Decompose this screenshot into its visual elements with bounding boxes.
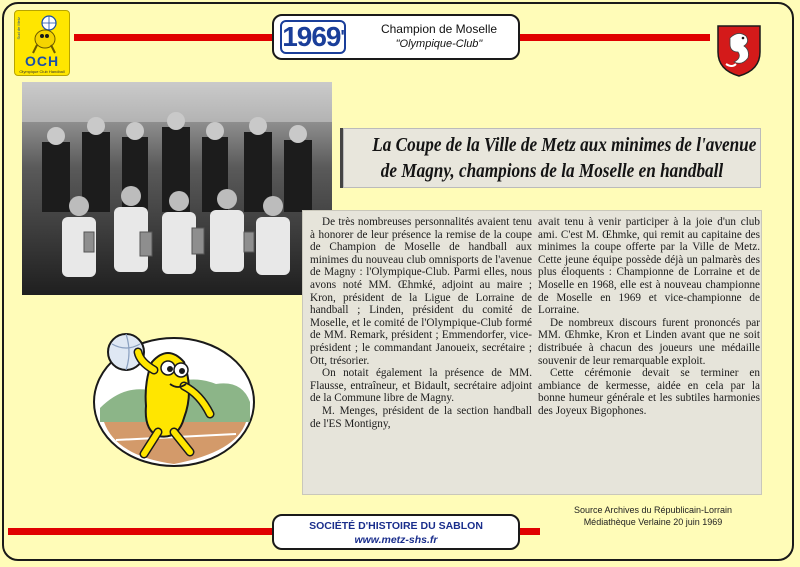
year-suffix: ' (340, 27, 344, 47)
year-badge (280, 20, 346, 54)
article-headline (340, 128, 761, 188)
metz-coat-of-arms-icon (716, 24, 762, 78)
footer-society-name: SOCIÉTÉ D'HISTOIRE DU SABLON (309, 520, 483, 532)
footer-rule-right (520, 528, 540, 535)
article-paragraph: avait tenu à venir participer à la joie d'un club ami. C'est M. Œhmke, qui remit au capitaine des minimes la coupe offerte par la Ville de Metz. Cette jeune équipe possède déjà un palmarès des plus éloquents : Championne de Lorraine et de Moselle en 1968, elle est à nouveau championne de Moselle en 1969 et vice-championne de Lorraine. (538, 216, 760, 317)
headline-line-1: La Coupe de la Ville de Metz aux minimes de l'avenue (372, 134, 757, 156)
header-box (272, 14, 520, 60)
article-paragraph: On notait également la présence de MM. Flausse, entraîneur, et Bidault, secrétaire adjoint de la Commune libre de Magny. (310, 367, 532, 405)
year-text: 1969 (282, 21, 341, 52)
team-photo-image (22, 82, 332, 295)
source-line-2: Médiathèque Verlaine 20 juin 1969 (583, 517, 723, 527)
och-club-logo (14, 10, 70, 76)
headline-line-2: de Magny, champions de la Moselle en handball (380, 160, 724, 182)
article-paragraph: De nombreux discours furent prononcés par MM. Œhmke, Kron et Linden avant que ne soit distribuée à chacun des joueurs une médaille souvenir de leur remarquable exploit. (538, 316, 760, 367)
article-paragraph: De très nombreuses personnalités avaient tenu à honorer de leur présence la remise de la coupe de Champion de Moselle de handball aux minimes du nouveau club omnisports de l'avenue de Magny : l'Olympique-Club. Parmi elles, nous avons noté MM. Œhmké, adjoint au maire ; Kron, président de la Ligue de Lorraine de handball ; Linden, président du comité de Moselle, et le comité de l'Olympique-Club formé de MM. Remark, président ; Emmendorfer, vice-président ; le commandant Janoueix, secrétaire ; Ott, trésorier. (310, 216, 532, 367)
logo-och-text: OCH (24, 53, 60, 69)
team-photo (22, 82, 332, 295)
footer-rule-left (8, 528, 272, 535)
page-title: Champion de Moselle (380, 22, 498, 36)
logo-och-subtext: Olympique Club Handball (19, 69, 65, 74)
source-credit (540, 504, 766, 528)
header-rule-left (74, 34, 272, 41)
page-subtitle: "Olympique-Club" (395, 38, 483, 50)
handball-player-logo-icon (15, 11, 70, 55)
footer-website-link[interactable]: www.metz-shs.fr (354, 534, 438, 546)
article-clipping (302, 210, 762, 495)
article-column-right (538, 216, 760, 418)
footer-box (272, 514, 520, 550)
handball-mascot-icon (86, 322, 256, 468)
article-paragraph: Cette cérémonie devait se terminer en ambiance de kermesse, aidée en cela par la bonne humeur générale et les subtiles harmonies des Joyeux Bigophones. (538, 367, 760, 417)
header-rule-right (520, 34, 710, 41)
source-line-1: Source Archives du Républicain-Lorrain (573, 505, 733, 515)
logo-side-text: Sud de Metz (16, 17, 21, 40)
article-column-left (310, 216, 532, 430)
article-paragraph: M. Menges, président de la section handball de l'ES Montigny, (310, 404, 532, 430)
